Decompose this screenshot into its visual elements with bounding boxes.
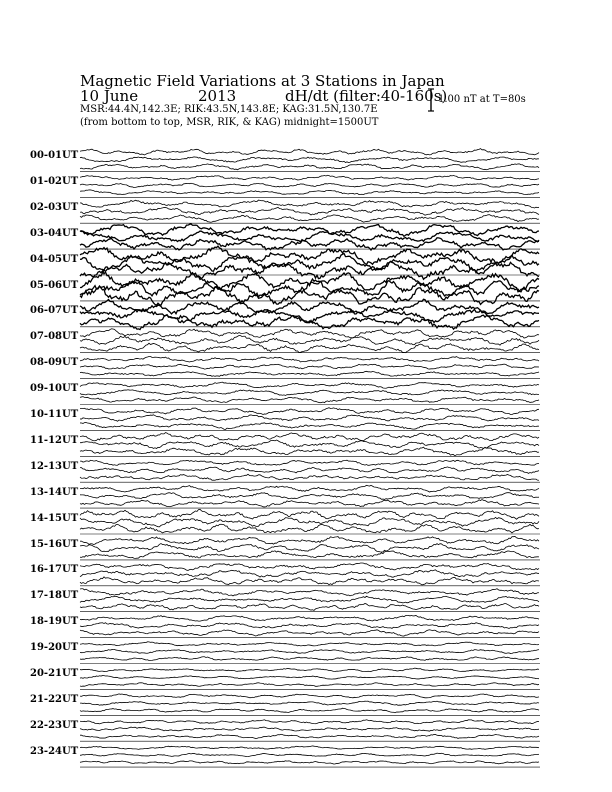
hour-label: 22-23UT bbox=[30, 719, 79, 731]
hour-label: 02-03UT bbox=[30, 201, 79, 213]
hour-label: 18-19UT bbox=[30, 616, 79, 628]
trace-rik bbox=[80, 467, 539, 473]
trace-kag bbox=[80, 149, 539, 155]
trace-msr bbox=[80, 397, 539, 403]
trace-kag bbox=[80, 615, 539, 621]
trace-msr bbox=[80, 657, 539, 661]
trace-rik bbox=[80, 676, 539, 680]
trace-kag bbox=[80, 509, 539, 519]
trace-msr bbox=[80, 315, 539, 330]
hour-label: 19-20UT bbox=[30, 642, 79, 654]
trace-kag bbox=[80, 200, 539, 208]
trace-msr bbox=[80, 524, 539, 533]
trace-msr bbox=[80, 683, 539, 687]
hour-label: 23-24UT bbox=[30, 745, 79, 757]
trace-kag bbox=[80, 642, 539, 646]
trace-kag bbox=[80, 536, 539, 544]
hour-label: 05-06UT bbox=[30, 279, 79, 291]
trace-rik bbox=[80, 390, 539, 396]
trace-rik bbox=[80, 753, 539, 756]
hour-label: 17-18UT bbox=[30, 590, 79, 602]
trace-msr bbox=[80, 215, 539, 223]
trace-rik bbox=[80, 364, 539, 369]
trace-rik bbox=[80, 623, 539, 629]
hour-label: 10-11UT bbox=[30, 409, 79, 420]
trace-msr bbox=[80, 447, 539, 456]
trace-msr bbox=[80, 190, 539, 195]
trace-msr bbox=[80, 551, 539, 559]
trace-msr bbox=[80, 474, 539, 480]
trace-rik bbox=[80, 157, 539, 163]
trace-kag bbox=[80, 746, 539, 749]
trace-rik bbox=[80, 183, 539, 187]
trace-kag bbox=[80, 589, 539, 596]
hour-label: 00-01UT bbox=[30, 150, 79, 161]
trace-order-note: (from bottom to top, MSR, RIK, & KAG) midnight=1500UT bbox=[80, 117, 379, 128]
trace-kag bbox=[80, 668, 539, 671]
trace-kag bbox=[80, 720, 539, 724]
station-coordinates: MSR:44.4N,142.3E; RIK:43.5N,143.8E; KAG:31.5N,130.7E bbox=[80, 104, 378, 115]
trace-msr bbox=[80, 604, 539, 611]
hour-label: 16-17UT bbox=[30, 564, 79, 576]
trace-kag bbox=[80, 485, 539, 492]
trace-kag bbox=[80, 356, 539, 362]
chart-title: Magnetic Field Variations at 3 Stations in Japan bbox=[80, 72, 445, 90]
trace-rik bbox=[80, 415, 539, 421]
trace-rik bbox=[80, 596, 539, 603]
hour-label: 08-09UT bbox=[30, 357, 79, 369]
hour-label: 13-14UT bbox=[30, 486, 79, 498]
trace-msr bbox=[80, 422, 539, 429]
trace-msr bbox=[80, 761, 539, 764]
trace-rik bbox=[80, 207, 539, 215]
trace-rik bbox=[80, 649, 539, 653]
trace-kag bbox=[80, 460, 539, 465]
hour-label: 09-10UT bbox=[30, 383, 79, 395]
trace-kag bbox=[80, 329, 539, 338]
trace-kag bbox=[80, 175, 539, 180]
trace-kag bbox=[80, 694, 539, 698]
trace-msr bbox=[80, 164, 539, 170]
trace-kag bbox=[80, 408, 539, 415]
trace-rik bbox=[80, 570, 539, 577]
hour-label: 03-04UT bbox=[30, 227, 79, 239]
trace-msr bbox=[80, 500, 539, 507]
hour-label: 14-15UT bbox=[30, 512, 79, 524]
trace-kag bbox=[80, 382, 539, 388]
trace-msr bbox=[80, 577, 539, 585]
trace-rik bbox=[80, 517, 539, 526]
trace-msr bbox=[80, 238, 539, 250]
trace-msr bbox=[80, 343, 539, 352]
trace-msr bbox=[80, 371, 539, 376]
trace-rik bbox=[80, 701, 539, 705]
scale-label: 1.00 nT at T=80s bbox=[438, 94, 526, 105]
hour-label: 06-07UT bbox=[30, 305, 79, 317]
trace-msr bbox=[80, 262, 539, 280]
trace-msr bbox=[80, 630, 539, 636]
hour-label: 12-13UT bbox=[30, 460, 79, 472]
hour-label: 01-02UT bbox=[30, 175, 79, 187]
trace-kag bbox=[80, 433, 539, 441]
hour-label: 11-12UT bbox=[30, 434, 79, 446]
chart-date: 10 June bbox=[80, 87, 139, 105]
hour-label: 15-16UT bbox=[30, 538, 79, 550]
trace-kag bbox=[80, 299, 539, 314]
chart-quantity: dH/dt (filter:40-160s) bbox=[285, 87, 448, 105]
trace-msr bbox=[80, 708, 539, 713]
trace-rik bbox=[80, 440, 539, 448]
trace-rik bbox=[80, 493, 539, 500]
trace-msr bbox=[80, 734, 539, 738]
hour-label: 07-08UT bbox=[30, 331, 79, 343]
trace-rik bbox=[80, 727, 539, 731]
chart-year: 2013 bbox=[198, 87, 237, 105]
hour-label: 04-05UT bbox=[30, 253, 79, 265]
hour-label: 21-22UT bbox=[30, 693, 79, 705]
trace-kag bbox=[80, 563, 539, 570]
hour-label: 20-21UT bbox=[30, 668, 79, 679]
trace-rik bbox=[80, 544, 539, 553]
